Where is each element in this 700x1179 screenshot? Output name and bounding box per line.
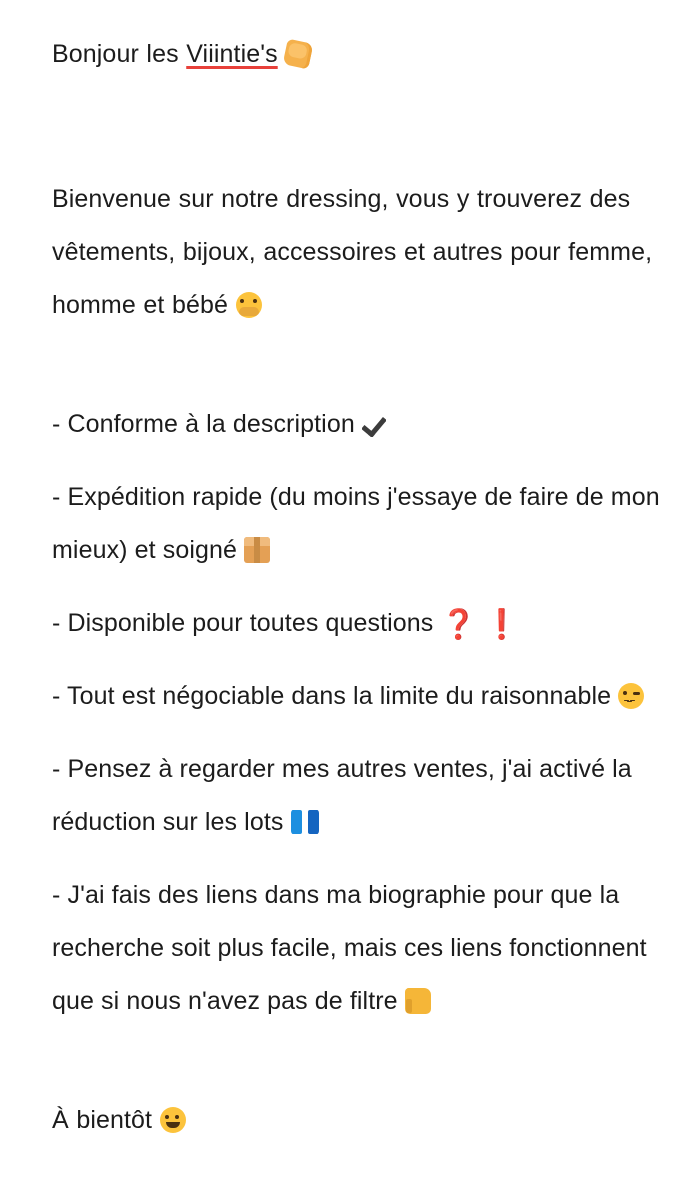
bullet-list (52, 398, 660, 1028)
grinning-face-with-sweat-icon (160, 1107, 186, 1133)
red-question-mark-icon: ❓ (440, 607, 477, 641)
face-with-hand-over-mouth-icon (236, 292, 262, 318)
greeting-line (52, 28, 660, 81)
intro-paragraph (52, 173, 660, 332)
list-item (52, 670, 660, 723)
heavy-check-mark-icon (362, 411, 386, 437)
misspelled-word: Viiintie's (186, 40, 278, 68)
spacer (52, 81, 660, 173)
thumbs-up-icon (405, 988, 431, 1014)
intro-text: Bienvenue sur notre dressing, vous y trouverez des vêtements, bijoux, accessoires et autres pour femme, homme et bébé (52, 185, 653, 319)
bullet-text: - Expédition rapide (du moins j'essaye de faire de mon mieux) et soigné (52, 483, 660, 564)
list-item (52, 597, 660, 650)
bullet-text: - Disponible pour toutes questions (52, 609, 441, 637)
spacer (52, 1028, 660, 1094)
list-item (52, 471, 660, 577)
bullet-text: - Conforme à la description (52, 410, 362, 438)
spacer (52, 332, 660, 398)
waving-hand-icon (283, 39, 314, 70)
list-item (52, 743, 660, 849)
closing-line (52, 1094, 660, 1147)
list-item (52, 398, 660, 451)
package-icon (244, 537, 270, 563)
list-item (52, 869, 660, 1028)
bullet-text: - Tout est négociable dans la limite du raisonnable (52, 682, 619, 710)
red-exclamation-mark-icon: ❗ (483, 607, 520, 641)
greeting-prefix: Bonjour les (52, 40, 187, 68)
bullet-text: - Pensez à regarder mes autres ventes, j'ai activé la réduction sur les lots (52, 755, 632, 836)
bullet-text: - J'ai fais des liens dans ma biographie pour que la recherche soit plus facile, mais ces liens fonctionnent que si nous n'avez pas de filtre (52, 881, 647, 1015)
books-icon (291, 809, 319, 835)
winking-face-icon (618, 683, 644, 709)
closing-text: À bientôt (52, 1106, 160, 1134)
